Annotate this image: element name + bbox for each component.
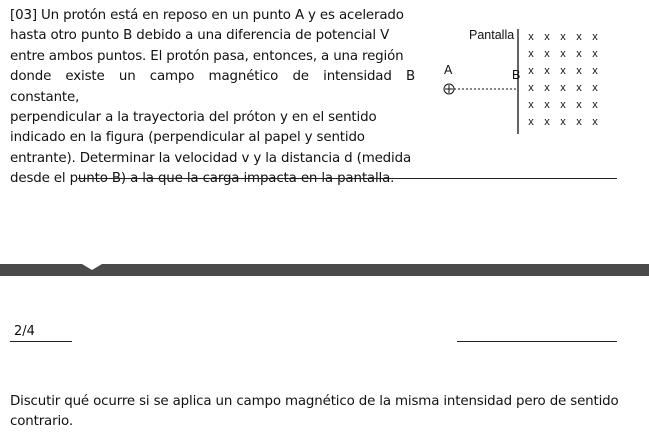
field-cross-icon: x — [560, 48, 566, 60]
field-row — [527, 46, 599, 63]
screen-label: Pantalla — [469, 28, 515, 42]
field-row — [527, 114, 599, 131]
problem-line: donde existe un campo magnético de intensidad B constante, — [10, 69, 415, 105]
field-cross-icon: x — [576, 48, 582, 60]
problem-line: entrante). Determinar la velocidad v y la distancia d (medida — [10, 150, 411, 166]
field-cross-icon: x — [544, 99, 550, 111]
point-a-label: A — [444, 63, 453, 77]
problem-line: hasta otro punto B debido a una diferencia de potencial V — [10, 28, 390, 44]
field-cross-icon: x — [544, 116, 550, 128]
field-cross-icon: x — [592, 99, 598, 111]
field-cross-icon: x — [592, 31, 598, 43]
field-cross-icon: x — [576, 65, 582, 77]
field-row — [527, 97, 599, 114]
field-cross-icon: x — [528, 116, 534, 128]
field-cross-icon: x — [560, 99, 566, 111]
divider-line — [78, 178, 617, 179]
problem-line: [03] Un protón está en reposo en un punto A y es acelerado — [10, 8, 404, 23]
question-text: Discutir qué ocurre si se aplica un campo magnético de la misma intensidad pero de sentido contrario. — [10, 394, 619, 429]
problem-line: indicado en la figura (perpendicular al papel y sentido — [10, 130, 365, 146]
field-row — [527, 80, 599, 97]
field-cross-icon: x — [528, 99, 534, 111]
point-b-label: B — [512, 68, 521, 82]
field-row — [527, 63, 599, 80]
page-number-underline — [10, 341, 72, 342]
field-cross-icon: x — [592, 65, 598, 77]
field-cross-icon: x — [560, 31, 566, 43]
field-cross-icon: x — [560, 82, 566, 94]
field-cross-icon: x — [528, 48, 534, 60]
problem-line: desde el punto B) a la que la carga impacta en la pantalla. — [10, 171, 395, 187]
page-number: 2/4 — [14, 324, 35, 339]
field-cross-icon: x — [576, 99, 582, 111]
field-cross-icon: x — [528, 82, 534, 94]
field-cross-icon: x — [576, 82, 582, 94]
field-cross-icon: x — [592, 116, 598, 128]
field-cross-icon: x — [544, 65, 550, 77]
field-cross-icon: x — [544, 82, 550, 94]
problem-line: entre ambos puntos. El protón pasa, entonces, a una región — [10, 48, 404, 64]
page-break-band — [0, 258, 649, 280]
magnetic-field-grid — [527, 29, 599, 131]
field-cross-icon: x — [592, 48, 598, 60]
field-cross-icon: x — [544, 48, 550, 60]
field-cross-icon: x — [528, 31, 534, 43]
field-row — [527, 29, 599, 46]
field-cross-icon: x — [544, 31, 550, 43]
field-cross-icon: x — [576, 31, 582, 43]
field-cross-icon: x — [528, 65, 534, 77]
field-cross-icon: x — [576, 116, 582, 128]
field-cross-icon: x — [560, 65, 566, 77]
problem-line: perpendicular a la trayectoria del próton y en el sentido — [10, 110, 377, 126]
divider-line — [457, 341, 617, 342]
field-cross-icon: x — [560, 116, 566, 128]
field-cross-icon: x — [592, 82, 598, 94]
